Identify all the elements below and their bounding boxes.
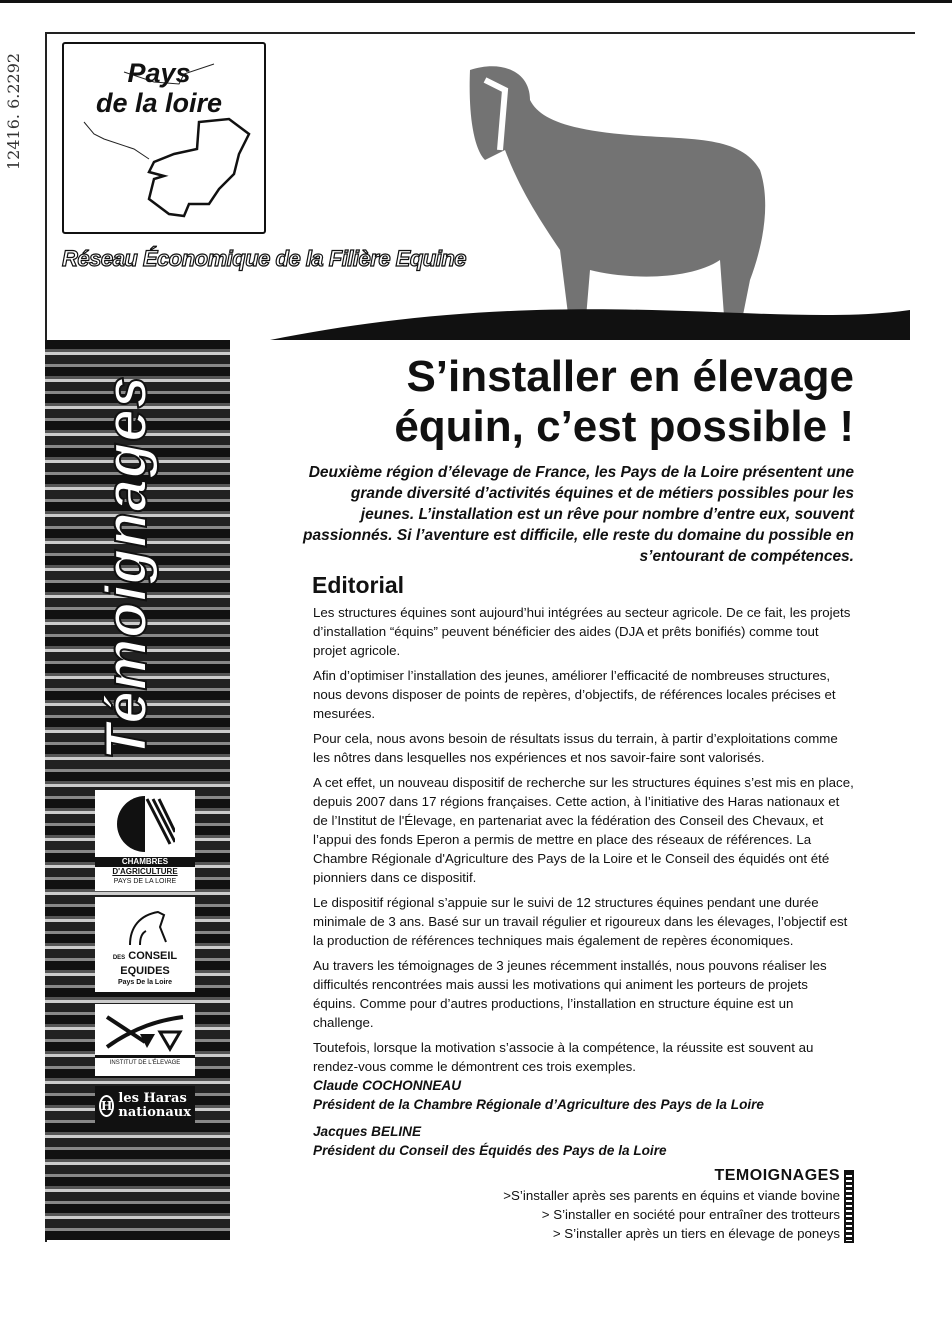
testimonial-item: > S’installer en société pour entraîner des trotteurs [541,1207,840,1222]
testimonial-item: > S’installer après un tiers en élevage de poneys [552,1226,840,1241]
institut-elevage-logo [95,1004,195,1076]
testimonials-heading: TEMOIGNAGES [714,1167,840,1184]
chambres-line3: PAYS DE LA LOIRE [113,878,177,885]
paragraph: Afin d’optimiser l’installation des jeunes, améliorer l’efficacité de nombreuses structures, nous devons disposer de points de repères, d’objectifs, de références locales précises et mesurées. [313,668,836,721]
handwritten-note: 12416. 6.2292 [4,52,23,170]
horse-head-icon [120,907,170,947]
haras-h-icon: H [99,1095,114,1117]
region-logo [62,42,266,234]
chambres-agriculture-logo [95,790,195,891]
chambres-line2: D'AGRICULTURE [112,867,178,876]
conseil-equides-logo [95,897,195,992]
section-vertical-title: Témoignages [94,375,159,760]
horse-image [270,40,910,340]
conseil-line1: CONSEIL [128,950,178,962]
testimonials-box [298,1166,854,1243]
frame-line [45,32,915,34]
testimonials-bar [844,1170,854,1243]
region-name-line1: Pays [127,58,191,88]
haras-line2: nationaux [118,1105,191,1120]
conseil-prefix: DES [112,955,126,961]
editorial-heading: Editorial [312,572,405,598]
paragraph: Les structures équines sont aujourd’hui intégrées au secteur agricole. De ce fait, les projets d’installation “équins” peuvent bénéficier des aides (DJA et prêts bonifiés) comme tout projet agricole. [313,605,851,658]
title-line1: S’installer en élevage [406,352,854,401]
network-name: Réseau Économique de la Filière Equine [62,246,467,271]
paragraph: Pour cela, nous avons besoin de résultats issus du terrain, à partir d’exploitations comme les nôtres dans lesquelles nos expériences et nos savoir-faire sont valorisés. [313,731,838,765]
conseil-line3: Pays De la Loire [117,979,173,986]
signature-role: Président du Conseil des Équidés des Pays de la Loire [313,1143,667,1158]
intro-paragraph: Deuxième région d’élevage de France, les Pays de la Loire présentent une grande diversité d’activités équines et de métiers possibles pour les jeunes. L’installation est un rêve pour nombre d’entre eux, souvent passionnés. Si l’aventure est difficile, elle reste du domaine du possible en s’entourant de compétences. [303,464,854,565]
institut-elevage-icon [105,1012,185,1052]
signature-name: Claude COCHONNEAU [313,1078,462,1093]
signature-role: Président de la Chambre Régionale d’Agriculture des Pays de la Loire [313,1097,764,1112]
main-column [298,352,854,1243]
conseil-line2: EQUIDES [120,965,170,977]
institut-label: INSTITUT DE L'ÉLEVAGE [95,1055,195,1068]
top-border [0,0,952,3]
region-name-line2: de la loire [95,88,223,118]
testimonial-item: >S’installer après ses parents en équins et viande bovine [503,1188,840,1203]
title-line2: équin, c’est possible ! [394,402,854,451]
signature-name: Jacques BELINE [313,1124,422,1139]
signature [313,1122,854,1160]
paragraph: A cet effet, un nouveau dispositif de recherche sur les structures équines s’est mis en place, depuis 2007 dans 17 régions françaises. Cette action, à l’initiative des Haras nationaux et de l’Institut de l'Élevage, en partenariat avec la fédération des Conseil des Chevaux, et l’appui des fonds Eperon a permis de mettre en place des réseaux de références. La Chambre Régionale d'Agriculture des Pays de la Loire et le Conseil des équidés ont été pionniers dans ce dispositif. [313,775,854,885]
editorial-body [298,603,854,1160]
partner-logos [95,790,195,1126]
page-title [298,352,854,452]
haras-nationaux-logo [95,1086,195,1126]
signature [313,1076,854,1114]
region-name [84,58,234,118]
paragraph: Au travers les témoignages de 3 jeunes récemment installés, nous pouvons réaliser les difficultés rencontrées mais aussi les motivations qui animent les porteurs de projets équins. Comme pour d’autres productions, l’installation en structure équine est un challenge. [313,958,827,1030]
haras-line1: les Haras [118,1091,187,1106]
horse-photo [270,40,910,340]
chambres-line1: CHAMBRES [95,857,195,867]
paragraph: Toutefois, lorsque la motivation s’associe à la compétence, la réussite est souvent au rendez-vous comme le démontrent ces trois exemples. [313,1040,814,1074]
chambres-agriculture-icon [115,794,175,854]
paragraph: Le dispositif régional s’appuie sur le suivi de 12 structures équines pendant une durée minimale de 3 ans. Basé sur un travail régulier et rigoureux dans les élevages, l’objectif est la production de références techniques mais également de repères économiques. [313,895,848,948]
